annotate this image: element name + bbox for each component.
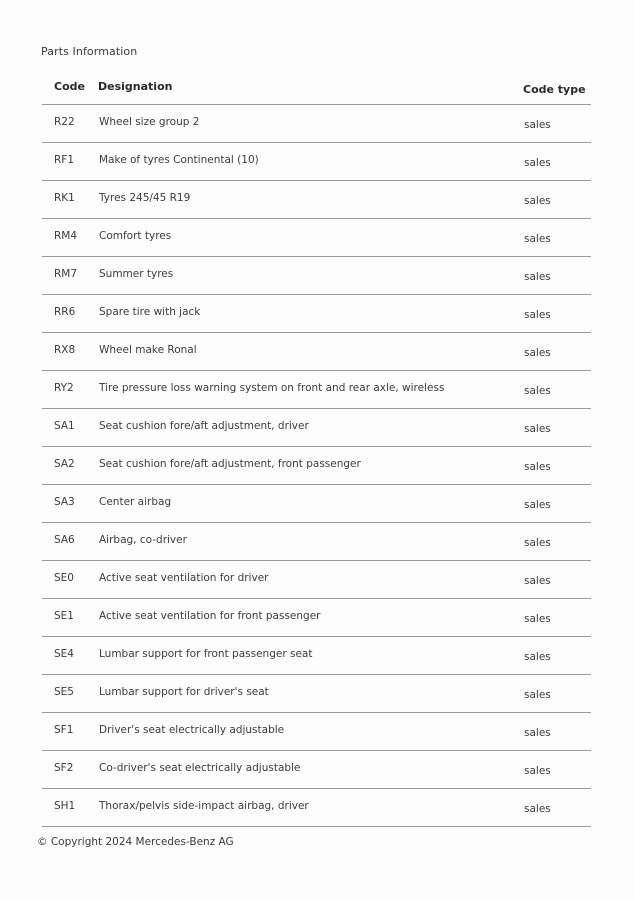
cell-designation: Comfort tyres xyxy=(99,230,172,242)
column-header-designation: Designation xyxy=(98,80,173,93)
cell-designation: Summer tyres xyxy=(99,268,174,280)
table-row xyxy=(42,105,591,143)
cell-code: RM4 xyxy=(54,230,78,242)
table-row xyxy=(42,523,591,561)
cell-designation: Active seat ventilation for driver xyxy=(99,572,269,584)
table-row xyxy=(42,713,591,751)
cell-code: RY2 xyxy=(54,382,74,394)
cell-designation: Seat cushion fore/aft adjustment, front passenger xyxy=(99,458,361,470)
copyright-notice: © Copyright 2024 Mercedes-Benz AG xyxy=(37,836,234,848)
cell-designation: Center airbag xyxy=(99,496,172,508)
cell-code: SF2 xyxy=(54,762,74,774)
column-header-code: Code xyxy=(54,80,85,93)
cell-code-type: sales xyxy=(524,157,551,169)
cell-designation: Spare tire with jack xyxy=(99,306,201,318)
table-row xyxy=(42,371,591,409)
cell-code-type: sales xyxy=(524,613,551,625)
cell-code: SE5 xyxy=(54,686,74,698)
cell-code-type: sales xyxy=(524,727,551,739)
cell-code: SH1 xyxy=(54,800,76,812)
table-body xyxy=(42,105,591,827)
cell-designation: Active seat ventilation for front passenger xyxy=(99,610,321,622)
cell-code-type: sales xyxy=(524,233,551,245)
cell-code-type: sales xyxy=(524,651,551,663)
cell-code: SE0 xyxy=(54,572,74,584)
table-row xyxy=(42,143,591,181)
cell-designation: Tire pressure loss warning system on front and rear axle, wireless xyxy=(99,382,445,394)
table-row xyxy=(42,447,591,485)
cell-code-type: sales xyxy=(524,271,551,283)
table-row xyxy=(42,485,591,523)
cell-designation: Seat cushion fore/aft adjustment, driver xyxy=(99,420,309,432)
cell-code-type: sales xyxy=(524,575,551,587)
cell-designation: Driver's seat electrically adjustable xyxy=(99,724,285,736)
cell-designation: Lumbar support for front passenger seat xyxy=(99,648,313,660)
cell-code-type: sales xyxy=(524,119,551,131)
table-row xyxy=(42,257,591,295)
cell-code-type: sales xyxy=(524,537,551,549)
cell-designation: Co-driver's seat electrically adjustable xyxy=(99,762,301,774)
cell-designation: Lumbar support for driver's seat xyxy=(99,686,269,698)
table-row xyxy=(42,181,591,219)
cell-code: RR6 xyxy=(54,306,76,318)
table-row xyxy=(42,219,591,257)
cell-designation: Wheel make Ronal xyxy=(99,344,197,356)
table-row xyxy=(42,637,591,675)
cell-code-type: sales xyxy=(524,765,551,777)
cell-code: RF1 xyxy=(54,154,75,166)
cell-designation: Thorax/pelvis side-impact airbag, driver xyxy=(99,800,309,812)
parts-table xyxy=(42,70,591,827)
table-row xyxy=(42,789,591,827)
cell-code: SE1 xyxy=(54,610,74,622)
cell-code: RX8 xyxy=(54,344,76,356)
cell-code: RM7 xyxy=(54,268,78,280)
cell-code: RK1 xyxy=(54,192,75,204)
cell-code: R22 xyxy=(54,116,75,128)
cell-code-type: sales xyxy=(524,347,551,359)
table-header-row xyxy=(42,70,591,105)
column-header-code-type: Code type xyxy=(523,83,586,96)
cell-code: SE4 xyxy=(54,648,74,660)
table-row xyxy=(42,561,591,599)
cell-code-type: sales xyxy=(524,195,551,207)
cell-code: SA1 xyxy=(54,420,75,432)
cell-designation: Make of tyres Continental (10) xyxy=(99,154,259,166)
table-row xyxy=(42,333,591,371)
page-title: Parts Information xyxy=(41,45,138,58)
cell-code: SF1 xyxy=(54,724,74,736)
table-row xyxy=(42,409,591,447)
cell-designation: Airbag, co-driver xyxy=(99,534,187,546)
cell-code-type: sales xyxy=(524,309,551,321)
cell-code-type: sales xyxy=(524,689,551,701)
cell-code-type: sales xyxy=(524,499,551,511)
cell-code-type: sales xyxy=(524,423,551,435)
table-row xyxy=(42,599,591,637)
cell-code-type: sales xyxy=(524,803,551,815)
cell-code: SA2 xyxy=(54,458,75,470)
table-row xyxy=(42,675,591,713)
cell-designation: Wheel size group 2 xyxy=(99,116,200,128)
cell-designation: Tyres 245/45 R19 xyxy=(99,192,191,204)
cell-code: SA3 xyxy=(54,496,75,508)
table-row xyxy=(42,751,591,789)
cell-code: SA6 xyxy=(54,534,75,546)
table-row xyxy=(42,295,591,333)
cell-code-type: sales xyxy=(524,385,551,397)
cell-code-type: sales xyxy=(524,461,551,473)
